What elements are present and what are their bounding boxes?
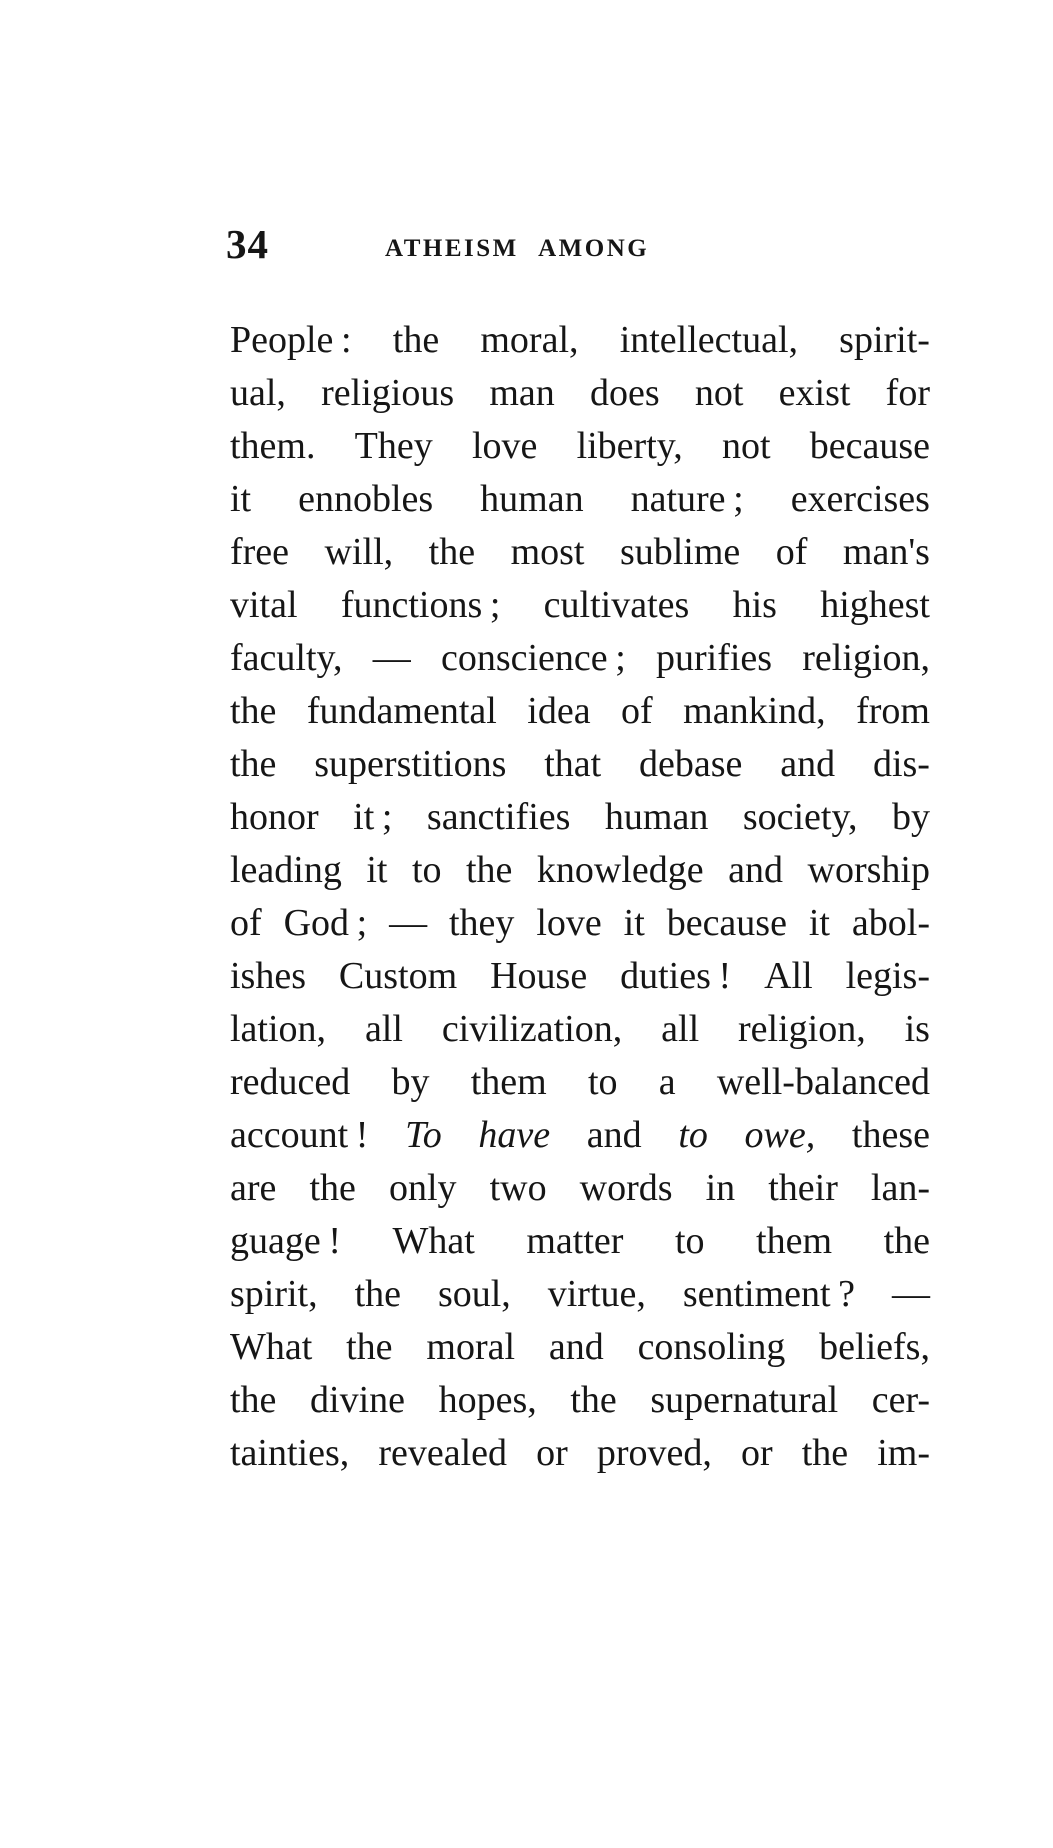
word: House xyxy=(490,955,588,997)
word: it xyxy=(808,902,830,944)
word: most xyxy=(510,531,585,573)
word: moral xyxy=(426,1326,516,1368)
text-line xyxy=(230,689,930,742)
word: are xyxy=(230,1167,277,1209)
word: What xyxy=(392,1220,475,1262)
text-line xyxy=(230,1431,930,1484)
word: and xyxy=(548,1326,604,1368)
word: a xyxy=(658,1061,676,1103)
word: soul, xyxy=(437,1273,511,1315)
word: idea xyxy=(527,690,591,732)
word: beliefs, xyxy=(819,1326,930,1368)
text-line xyxy=(230,1325,930,1378)
word: dis- xyxy=(872,743,930,785)
word: religious xyxy=(321,372,455,414)
word: does xyxy=(590,372,660,414)
word: their xyxy=(768,1167,838,1209)
text-line xyxy=(230,901,930,954)
word: hopes, xyxy=(438,1379,537,1421)
word: from xyxy=(856,690,930,732)
word: because xyxy=(809,425,930,467)
word: the xyxy=(346,1326,393,1368)
word: them xyxy=(756,1220,833,1262)
page-number: 34 xyxy=(226,221,269,267)
word: Custom xyxy=(338,955,458,997)
word: human xyxy=(604,796,709,838)
text-line xyxy=(230,848,930,901)
word: or xyxy=(740,1432,773,1474)
word: religion, xyxy=(802,637,930,679)
text-line xyxy=(230,1007,930,1060)
word: the xyxy=(309,1167,356,1209)
word: ishes xyxy=(230,955,306,997)
word: of xyxy=(621,690,653,732)
word: purifies xyxy=(656,637,773,679)
word: it xyxy=(623,902,645,944)
word: fundamental xyxy=(306,690,497,732)
word: love xyxy=(536,902,602,944)
word: abol- xyxy=(851,902,930,944)
word: liberty, xyxy=(576,425,683,467)
word: man's xyxy=(842,531,930,573)
word: duties ! xyxy=(620,955,732,997)
word: the xyxy=(428,531,476,573)
word: sublime xyxy=(619,531,741,573)
text-line xyxy=(230,477,930,530)
word: honor xyxy=(230,796,319,838)
word: to xyxy=(674,1220,705,1262)
word: society, xyxy=(742,796,858,838)
word: People : xyxy=(230,319,352,361)
word: tainties, xyxy=(230,1432,350,1474)
word: of xyxy=(230,902,262,944)
word: intellectual, xyxy=(619,319,798,361)
word: lation, xyxy=(230,1008,327,1050)
text-line xyxy=(230,371,930,424)
word: sentiment ? xyxy=(682,1273,856,1315)
word: virtue, xyxy=(547,1273,646,1315)
word: the xyxy=(354,1273,401,1315)
word: not xyxy=(721,425,771,467)
word: spirit- xyxy=(839,319,930,361)
word: proved, xyxy=(596,1432,712,1474)
word: They xyxy=(354,425,433,467)
word: of xyxy=(775,531,808,573)
word: legis- xyxy=(845,955,930,997)
word: guage ! xyxy=(230,1220,341,1262)
text-line xyxy=(230,530,930,583)
text-line xyxy=(230,424,930,477)
word: all xyxy=(661,1008,700,1050)
word: lan- xyxy=(870,1167,930,1209)
word: it xyxy=(366,849,388,891)
word: have xyxy=(478,1114,551,1156)
word: mankind, xyxy=(683,690,826,732)
word: is xyxy=(904,1008,930,1050)
word: religion, xyxy=(738,1008,866,1050)
word: cultivates xyxy=(543,584,690,626)
word: to xyxy=(678,1114,708,1156)
word: vital xyxy=(230,584,298,626)
word: owe, xyxy=(744,1114,816,1156)
word: conscience ; xyxy=(440,637,626,679)
word: they xyxy=(448,902,515,944)
word: them xyxy=(470,1061,547,1103)
word: functions ; xyxy=(340,584,501,626)
word: All xyxy=(764,955,813,997)
word: the xyxy=(466,849,513,891)
word: reduced xyxy=(230,1061,351,1103)
word: the xyxy=(570,1379,617,1421)
word: not xyxy=(694,372,744,414)
word: — xyxy=(891,1273,930,1315)
word: the xyxy=(801,1432,849,1474)
word: and xyxy=(728,849,784,891)
text-line xyxy=(230,742,930,795)
body-text xyxy=(230,318,930,1484)
word: ennobles xyxy=(298,478,434,520)
word: these xyxy=(851,1114,930,1156)
word: supernatural xyxy=(650,1379,839,1421)
text-line xyxy=(230,1272,930,1325)
word: exist xyxy=(778,372,851,414)
word: ual, xyxy=(230,372,286,414)
word: worship xyxy=(807,849,930,891)
word: the xyxy=(883,1220,930,1262)
word: To xyxy=(405,1114,442,1156)
text-line xyxy=(230,1060,930,1113)
text-line xyxy=(230,1219,930,1272)
word: two xyxy=(489,1167,547,1209)
word: because xyxy=(666,902,787,944)
word: the xyxy=(230,690,277,732)
word: in xyxy=(705,1167,736,1209)
text-line xyxy=(230,954,930,1007)
word: by xyxy=(391,1061,430,1103)
word: cer- xyxy=(871,1379,930,1421)
word: the xyxy=(230,743,277,785)
word: account ! xyxy=(230,1114,369,1156)
word: only xyxy=(388,1167,457,1209)
word: and xyxy=(586,1114,642,1156)
word: civilization, xyxy=(441,1008,623,1050)
word: moral, xyxy=(480,319,579,361)
word: free xyxy=(230,531,290,573)
word: all xyxy=(364,1008,403,1050)
word: for xyxy=(885,372,930,414)
word: — xyxy=(389,902,428,944)
text-line xyxy=(230,795,930,848)
word: them. xyxy=(230,425,316,467)
word: faculty, xyxy=(230,637,343,679)
word: knowledge xyxy=(536,849,704,891)
text-line xyxy=(230,583,930,636)
word: by xyxy=(891,796,930,838)
word: it ; xyxy=(353,796,393,838)
word: to xyxy=(411,849,442,891)
word: to xyxy=(587,1061,618,1103)
text-line xyxy=(230,636,930,689)
word: and xyxy=(780,743,836,785)
word: divine xyxy=(310,1379,405,1421)
word: words xyxy=(579,1167,673,1209)
word: im- xyxy=(877,1432,930,1474)
word: — xyxy=(372,637,411,679)
word: love xyxy=(471,425,538,467)
word: will, xyxy=(324,531,394,573)
text-line xyxy=(230,318,930,371)
word: the xyxy=(392,319,440,361)
word: highest xyxy=(820,584,930,626)
word: revealed xyxy=(378,1432,508,1474)
word: nature ; xyxy=(630,478,744,520)
word: superstitions xyxy=(314,743,507,785)
text-line xyxy=(230,1166,930,1219)
word: man xyxy=(489,372,555,414)
word: matter xyxy=(526,1220,624,1262)
text-line xyxy=(230,1378,930,1431)
word: the xyxy=(230,1379,277,1421)
word: that xyxy=(544,743,602,785)
word: debase xyxy=(639,743,743,785)
word: his xyxy=(732,584,777,626)
word: What xyxy=(230,1326,313,1368)
word: spirit, xyxy=(230,1273,318,1315)
word: God ; xyxy=(283,902,368,944)
word: human xyxy=(480,478,584,520)
word: sanctifies xyxy=(426,796,571,838)
word: exercises xyxy=(790,478,930,520)
text-line xyxy=(230,1113,930,1166)
word: well-balanced xyxy=(716,1061,930,1103)
running-head: ATHEISM AMONG xyxy=(385,235,650,262)
word: or xyxy=(536,1432,568,1474)
word: consoling xyxy=(637,1326,786,1368)
word: it xyxy=(230,478,252,520)
word: leading xyxy=(230,849,342,891)
